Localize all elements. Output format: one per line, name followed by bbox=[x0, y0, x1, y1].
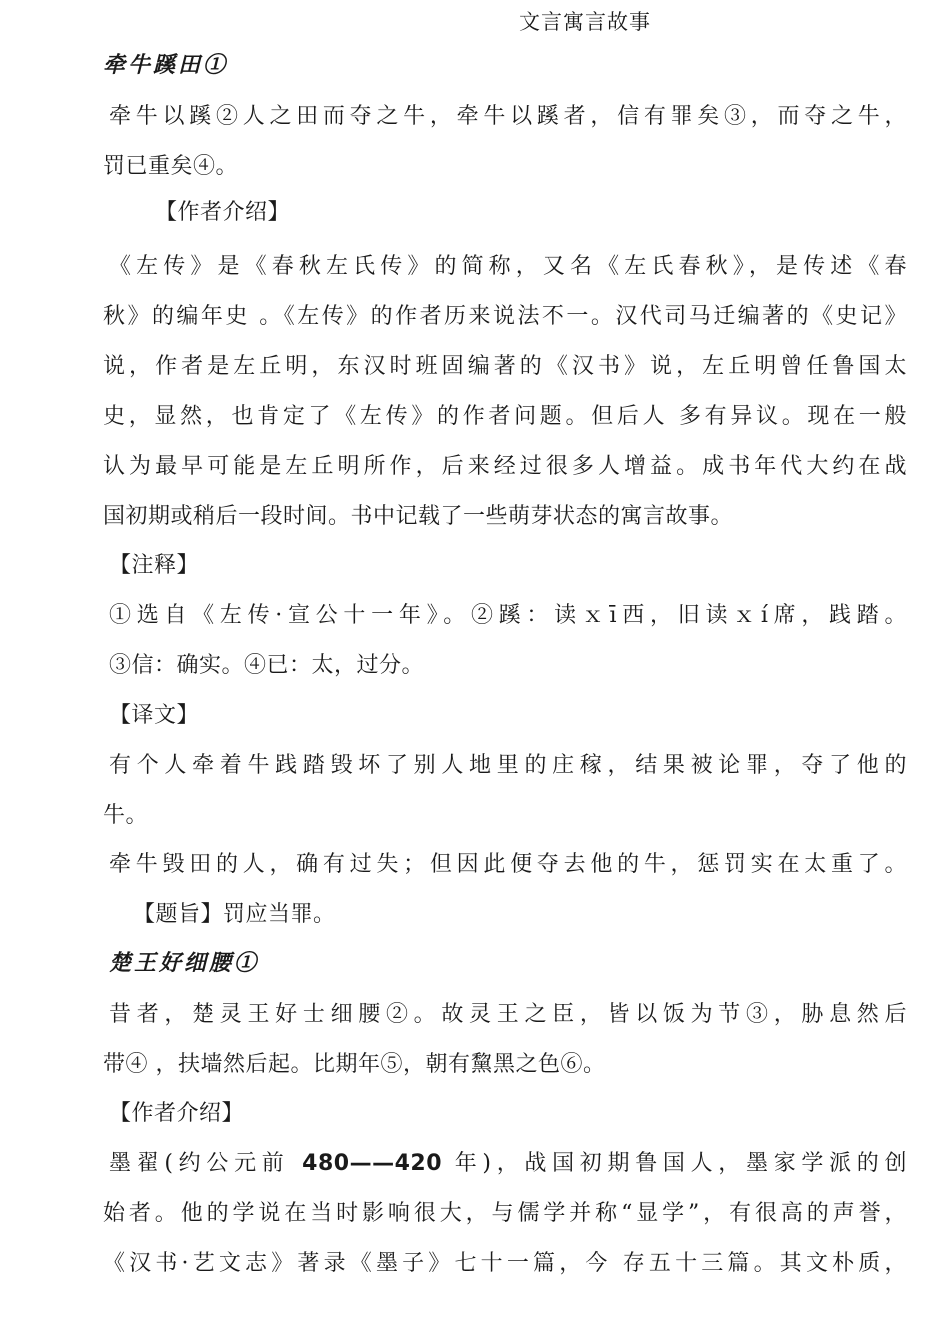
story1-translation-line3 bbox=[103, 850, 907, 881]
story2-author-line1 bbox=[103, 1149, 907, 1180]
translation-label-text: 【译文】 bbox=[109, 703, 200, 728]
story1-text-line1 bbox=[103, 102, 907, 133]
story1-author-line3: 说，作者是左丘明，东汉时班固编著的《汉书》说，左丘明曾任鲁国太 bbox=[103, 354, 907, 379]
story1-notes-label bbox=[103, 551, 199, 582]
story1-author-line5: 认为最早可能是左丘明所作，后来经过很多人增益。成书年代大约在战 bbox=[103, 454, 907, 479]
story1-author-line6: 国初期或稍后一段时间。书中记载了一些萌芽状态的寓言故事。 bbox=[103, 504, 734, 529]
notes-label-text: 【注释】 bbox=[109, 553, 200, 578]
document-title: 文言寓言故事 bbox=[519, 10, 651, 34]
story1-author-line1 bbox=[103, 252, 907, 283]
story2-text: 昔者，楚灵王好士细腰②。故灵王之臣，皆以饭为节③，胁息然后 bbox=[109, 1002, 907, 1027]
story1-heading: 牵牛蹊田① bbox=[103, 52, 229, 78]
author-text-a: 墨翟(约公元前 bbox=[109, 1151, 303, 1176]
story1-notes-line1 bbox=[103, 601, 907, 632]
story2-author-label bbox=[103, 1099, 244, 1130]
story1-author-label: 【作者介绍】 bbox=[155, 200, 291, 225]
story1-author-line4: 史，显然，也肯定了《左传》的作者问题。但后人 多有异议。现在一般 bbox=[103, 404, 907, 429]
story1-text-line2: 罚已重矣④。 bbox=[103, 154, 239, 179]
story1-text: 牵牛以蹊②人之田而夺之牛，牵牛以蹊者，信有罪矣③，而夺之牛， bbox=[109, 104, 907, 129]
story1-translation-line2: 牛。 bbox=[103, 803, 149, 828]
story2-heading: 楚王好细腰① bbox=[109, 950, 260, 976]
story2-author-line3: 《汉书·艺文志》著录《墨子》七十一篇，今 存五十三篇。其文朴质， bbox=[103, 1251, 907, 1276]
story1-theme bbox=[127, 900, 336, 931]
story1-translation-line1 bbox=[103, 751, 907, 782]
story2-text-line2: 带④ ，扶墙然后起。比期年⑤，朝有黧黑之色⑥。 bbox=[103, 1052, 606, 1077]
story1-translation-label bbox=[103, 701, 199, 732]
theme-text: 【题旨】罚应当罪。 bbox=[133, 902, 336, 927]
notes-text: ①选自《左传·宣公十一年》。②蹊：读ｘī西，旧读ｘí席，践踏。 bbox=[109, 603, 907, 628]
notes-text: ③信：确实。④已：太，过分。 bbox=[109, 653, 425, 678]
story2-heading-line bbox=[103, 948, 259, 980]
story1-author-line2: 秋》的编年史 。《左传》的作者历来说法不一。汉代司马迁编著的《史记》 bbox=[103, 304, 907, 329]
story2-text-line1 bbox=[103, 1000, 907, 1031]
author-years: 480——420 bbox=[302, 1151, 443, 1176]
story1-notes-line2 bbox=[103, 651, 424, 682]
author-label-text: 【作者介绍】 bbox=[109, 1101, 245, 1126]
author-text-c: 年)，战国初期鲁国人，墨家学派的创 bbox=[442, 1151, 907, 1176]
story2-author-line2: 始者。他的学说在当时影响很大，与儒学并称“显学”，有很高的声誉， bbox=[103, 1201, 907, 1226]
translation-text: 牵牛毁田的人，确有过失；但因此便夺去他的牛，惩罚实在太重了。 bbox=[109, 852, 907, 877]
translation-text: 有个人牵着牛践踏毁坏了别人地里的庄稼，结果被论罪，夺了他的 bbox=[109, 753, 907, 778]
story1-author-text: 《左传》是《春秋左氏传》的简称，又名《左氏春秋》，是传述《春 bbox=[109, 254, 907, 279]
